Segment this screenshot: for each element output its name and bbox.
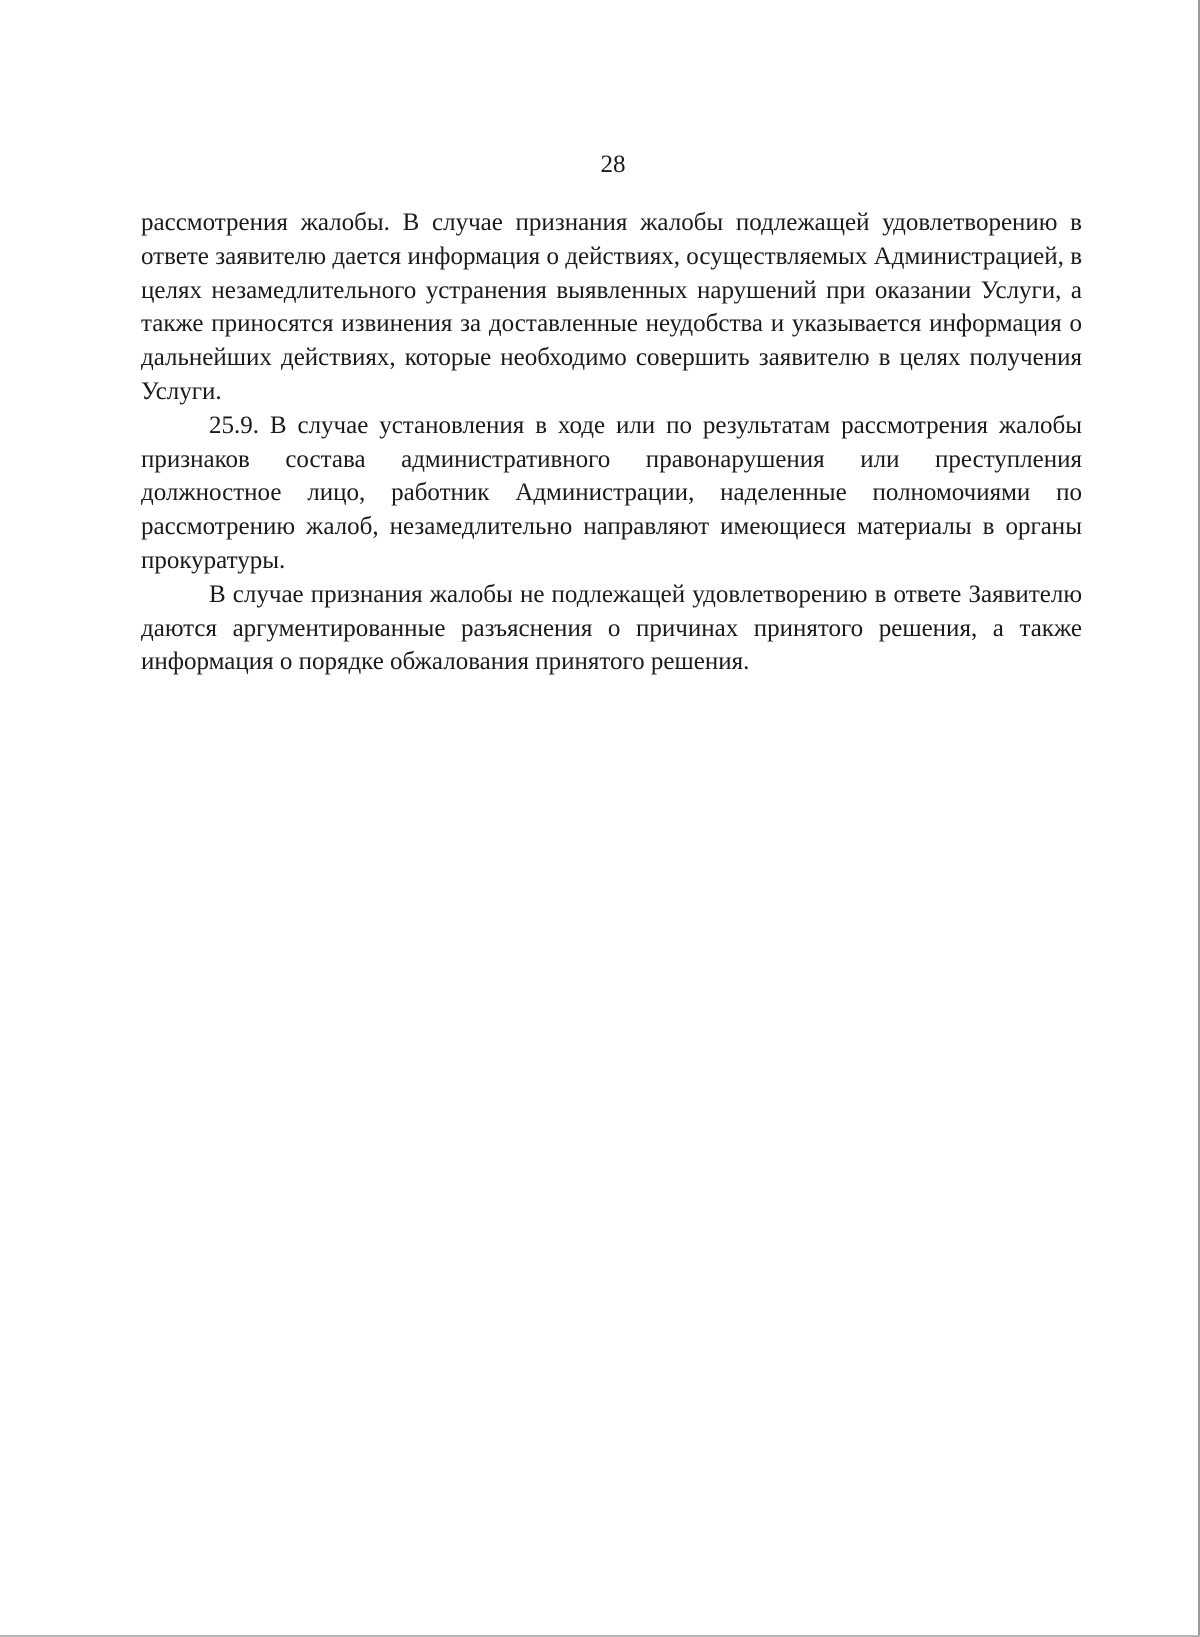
paragraph-continuation: рассмотрения жалобы. В случае признания жалобы подлежащей удовлетворению в ответе заявителю дается информация о действиях, осуществляемых Администрацией, в целях незамедлительного устранения выявленных нарушений при оказании Услуги, а также приносятся извинения за доставленные неудобства и указывается информация о дальнейших действиях, которые необходимо совершить заявителю в целях получения Услуги.: [141, 209, 1082, 405]
document-body: [141, 206, 1082, 679]
paragraph-25-9: 25.9. В случае установления в ходе или по результатам рассмотрения жалобы признаков состава административного правонарушения или преступления должностное лицо, работник Администрации, наделенные полномочиями по рассмотрению жалоб, незамедлительно направляют имеющиеся материалы в органы прокуратуры.: [141, 411, 1082, 574]
page-number: 28: [600, 151, 626, 178]
paragraph-rejection: В случае признания жалобы не подлежащей удовлетворению в ответе Заявителю даются аргументированные разъяснения о причинах принятого решения, а также информация о порядке обжалования принятого решения.: [141, 580, 1082, 676]
